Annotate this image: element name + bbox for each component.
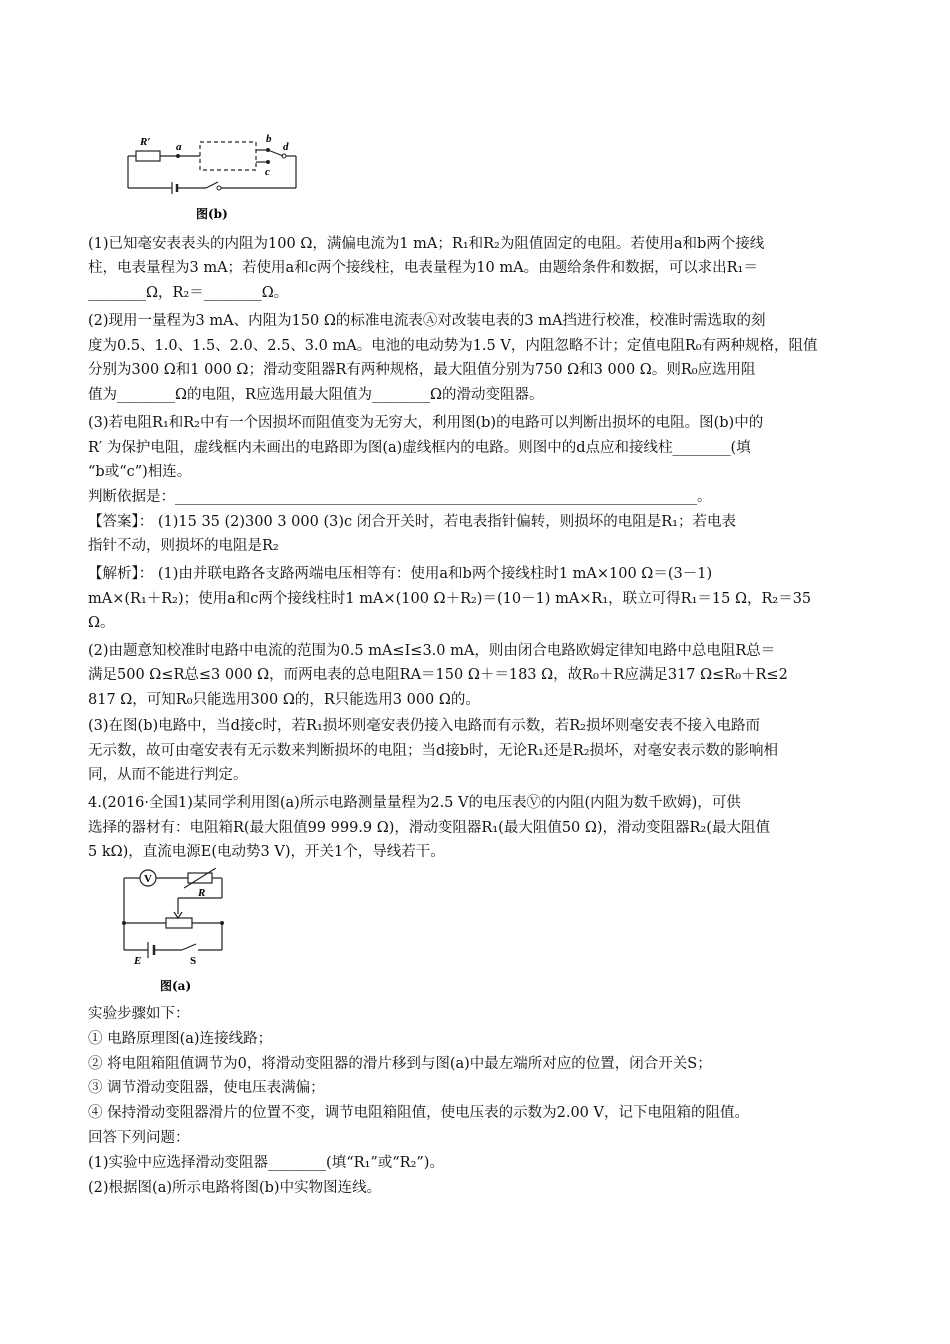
- circuit-figure-a: [112, 868, 242, 998]
- label-c: c: [265, 166, 270, 178]
- answer-line: 【答案】： (1)15 35 (2)300 3 000 (3)c 闭合开关时，若电表指针偏转，则损坏的电阻是R₁；若电表: [88, 514, 736, 530]
- question-line: 选择的器材有：电阻箱R(最大阻值99 999.9 Ω)，滑动变阻器R₁(最大阻值50 Ω)，滑动变阻器R₂(最大阻值: [88, 820, 770, 836]
- text-line: 实验步骤如下：: [88, 1006, 190, 1022]
- label-r: R: [198, 887, 206, 899]
- circuit-figure-b: [118, 128, 308, 228]
- analysis-line: 【解析】： (1)由并联电路各支路两端电压相等有：使用a和b两个接线柱时1 mA×100 Ω＝(3－1): [88, 566, 713, 582]
- analysis-line: Ω。: [88, 615, 115, 631]
- analysis-line: (2)由题意知校准时电路中电流的范围为0.5 mA≤I≤3.0 mA，则由闭合电路欧姆定律知电路中总电阻R总＝: [88, 643, 776, 659]
- answer-line: 指针不动，则损坏的电阻是R₂: [88, 538, 279, 554]
- text-line: 值为________Ω的电阻，R应选用最大阻值为________Ω的滑动变阻器。: [88, 387, 544, 403]
- text-line: 度为0.5、1.0、1.5、2.0、2.5、3.0 mA。电池的电动势为1.5 V，内阻忽略不计；定值电阻R₀有两种规格，阻值: [88, 338, 818, 354]
- question-line: 5 kΩ)，直流电源E(电动势3 V)，开关1个，导线若干。: [88, 844, 445, 860]
- question-line: 4.(2016·全国1)某同学利用图(a)所示电路测量量程为2.5 V的电压表Ⓥ的内阻(内阻为数千欧姆)，可供: [88, 795, 741, 811]
- text-line: ________Ω，R₂＝________Ω。: [88, 285, 289, 301]
- step-line: ③ 调节滑动变阻器，使电压表满偏；: [88, 1080, 325, 1096]
- step-line: ① 电路原理图(a)连接线路；: [88, 1031, 273, 1047]
- analysis-line: (3)在图(b)电路中，当d接c时，若R₁损坏则毫安表仍接入电路而有示数，若R₂损坏则毫安表不接入电路而: [88, 718, 760, 734]
- step-line: ④ 保持滑动变阻器滑片的位置不变，调节电阻箱阻值，使电压表的示数为2.00 V，记下电阻箱的阻值。: [88, 1105, 749, 1121]
- question-line: (1)实验中应选择滑动变阻器________(填“R₁”或“R₂”)。: [88, 1155, 444, 1171]
- label-s: S: [190, 955, 197, 967]
- text-line: 分别为300 Ω和1 000 Ω；滑动变阻器R有两种规格，最大阻值分别为750 Ω和3 000 Ω。则R₀应选用阻: [88, 362, 756, 378]
- analysis-line: 817 Ω，可知R₀只能选用300 Ω的，R只能选用3 000 Ω的。: [88, 692, 480, 708]
- analysis-line: 同，从而不能进行判定。: [88, 767, 248, 783]
- analysis-line: mA×(R₁＋R₂)；使用a和c两个接线柱时1 mA×(100 Ω＋R₂)＝(10－1) mA×R₁，联立可得R₁＝15 Ω，R₂＝35: [88, 591, 812, 607]
- step-line: ② 将电阻箱阻值调节为0，将滑动变阻器的滑片移到与图(a)中最左端所对应的位置，闭合开关S；: [88, 1056, 712, 1072]
- text-line: (3)若电阻R₁和R₂中有一个因损坏而阻值变为无穷大，利用图(b)的电路可以判断出损坏的电阻。图(b)中的: [88, 415, 764, 431]
- label-a: a: [176, 141, 182, 153]
- text-line: (2)现用一量程为3 mA、内阻为150 Ω的标准电流表Ⓐ对改装电表的3 mA挡进行校准，校准时需选取的刻: [88, 313, 766, 329]
- text-line: R′ 为保护电阻，虚线框内未画出的电路即为图(a)虚线框内的电路。则图中的d点应和接线柱________(填: [88, 440, 751, 456]
- text-line: (1)已知毫安表表头的内阻为100 Ω，满偏电流为1 mA；R₁和R₂为阻值固定的电阻。若使用a和b两个接线: [88, 236, 765, 252]
- voltmeter-icon: V: [144, 873, 152, 885]
- label-b: b: [266, 133, 272, 145]
- text-line: 判断依据是：________________________________________________________________________。: [88, 489, 712, 505]
- text-line: “b或“c”)相连。: [88, 464, 192, 480]
- label-d: d: [283, 141, 289, 153]
- question-line: (2)根据图(a)所示电路将图(b)中实物图连线。: [88, 1180, 382, 1196]
- analysis-line: 无示数，故可由毫安表有无示数来判断损坏的电阻；当d接b时，无论R₁还是R₂损坏，对毫安表示数的影响相: [88, 743, 779, 759]
- label-r-prime: R′: [140, 136, 151, 148]
- analysis-line: 满足500 Ω≤R总≤3 000 Ω，而两电表的总电阻RA＝150 Ω＋＝183 Ω，故R₀＋R应满足317 Ω≤R₀＋R≤2: [88, 667, 788, 683]
- figure-a-caption: 图(a): [160, 979, 192, 993]
- text-line: 柱，电表量程为3 mA；若使用a和c两个接线柱，电表量程为10 mA。由题给条件和数据，可以求出R₁＝: [88, 260, 758, 276]
- figure-b-caption: 图(b): [196, 207, 228, 221]
- label-e: E: [134, 955, 142, 967]
- text-line: 回答下列问题：: [88, 1130, 190, 1146]
